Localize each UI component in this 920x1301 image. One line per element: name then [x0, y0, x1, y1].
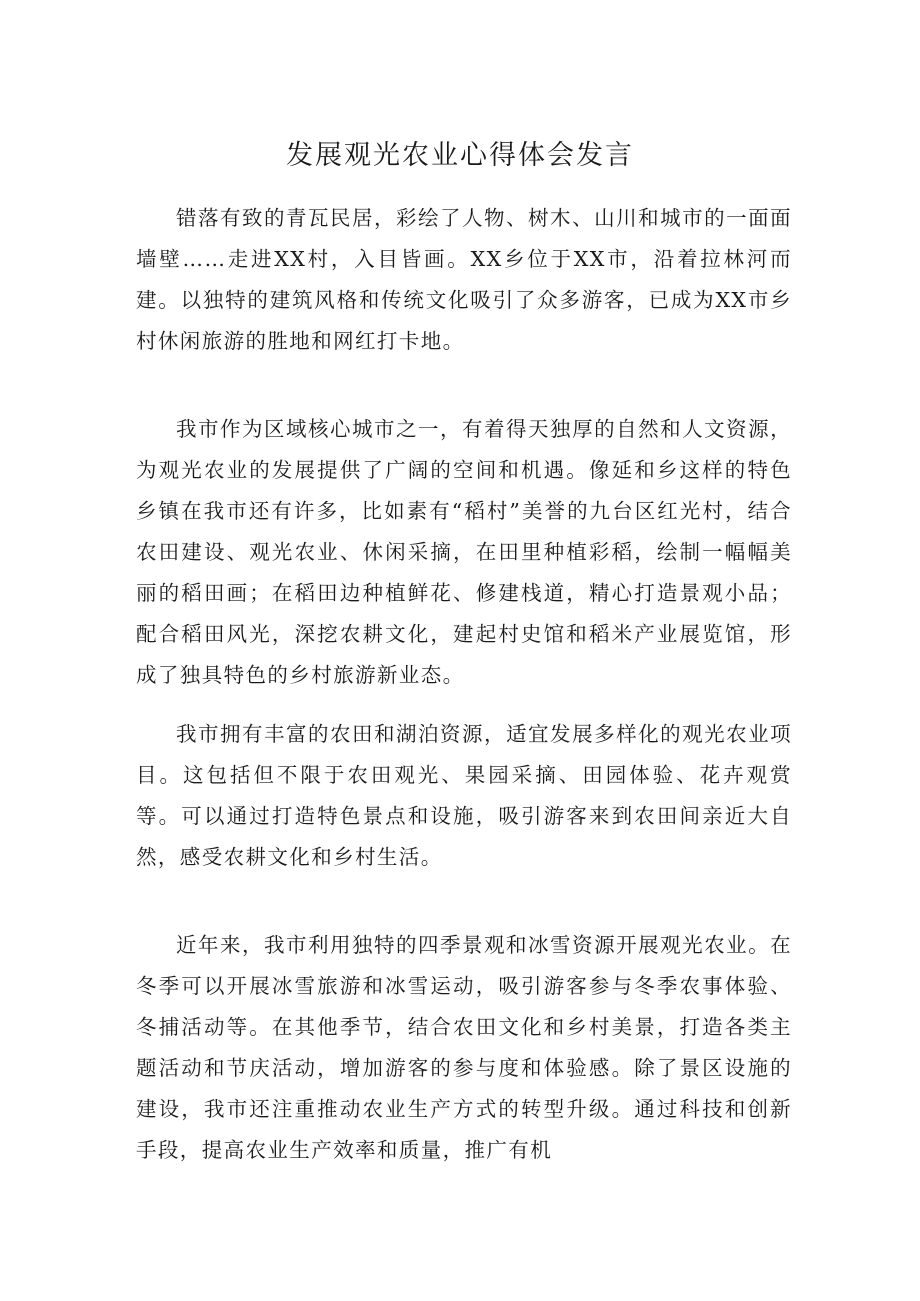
- paragraph-intro: 错落有致的青瓦民居，彩绘了人物、树木、山川和城市的一面面墙壁……走进XX村，入目皆画。XX乡位于XX市，沿着拉林河而建。以独特的建筑风格和传统文化吸引了众多游客，已成为XX市乡村休闲旅游的胜地和网红打卡地。: [136, 206, 792, 353]
- paragraph-city-resources: 我市作为区域核心城市之一，有着得天独厚的自然和人文资源，为观光农业的发展提供了广阔的空间和机遇。像延和乡这样的特色乡镇在我市还有许多，比如素有“稻村”美誉的九台区红光村，结合农田建设、观光农业、休闲采摘，在田里种植彩稻，绘制一幅幅美丽的稻田画；在稻田边种植鲜花、修建栈道，精心打造景观小品；配合稻田风光，深挖农耕文化，建起村史馆和稻米产业展览馆，形成了独具特色的乡村旅游新业态。: [136, 417, 792, 687]
- paragraph-seasonal-tourism: 近年来，我市利用独特的四季景观和冰雪资源开展观光农业。在冬季可以开展冰雪旅游和冰雪运动，吸引游客参与冬季农事体验、冬捕活动等。在其他季节，结合农田文化和乡村美景，打造各类主题活动和节庆活动，增加游客的参与度和体验感。除了景区设施的建设，我市还注重推动农业生产方式的转型升级。通过科技和创新手段，提高农业生产效率和质量，推广有机: [136, 933, 792, 1162]
- document-title: 发展观光农业心得体会发言: [286, 140, 634, 171]
- paragraph-farmland-projects: 我市拥有丰富的农田和湖泊资源，适宜发展多样化的观光农业项目。这包括但不限于农田观光、果园采摘、田园体验、花卉观赏等。可以通过打造特色景点和设施，吸引游客来到农田间亲近大自然，感受农耕文化和乡村生活。: [136, 722, 792, 869]
